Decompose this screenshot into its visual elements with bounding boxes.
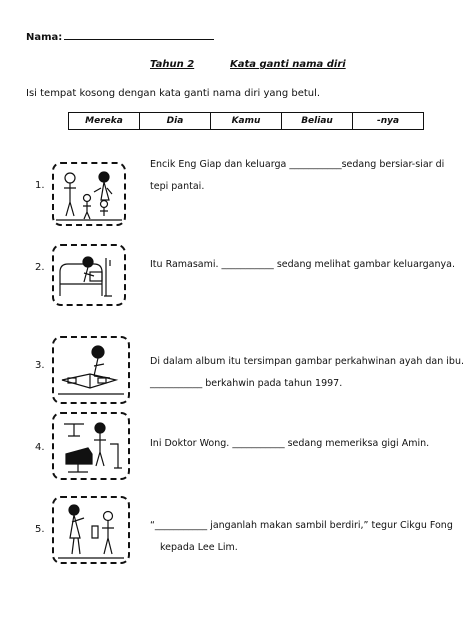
boy-looking-at-photos-illustration [52,244,126,306]
question-2-line-1: Itu Ramasami. ___________ sedang melihat gambar keluarganya. [150,259,455,270]
question-3-line-1: Di dalam album itu tersimpan gambar perkahwinan ayah dan ibu. [150,356,465,367]
word-bank-cell: -nya [353,113,424,130]
question-number: 5. [35,524,45,535]
question-number: 3. [35,360,45,371]
question-number: 2. [35,262,45,273]
question-5-line-1: “___________ janganlah makan sambil berdiri,” tegur Cikgu Fong [150,520,453,531]
question-number: 1. [35,180,45,191]
question-1-line-1: Encik Eng Giap dan keluarga ___________sedang bersiar-siar di [150,159,445,170]
question-1-line-2: tepi pantai. [150,181,205,192]
question-number: 4. [35,442,45,453]
question-3-line-2: ___________ berkahwin pada tahun 1997. [150,378,343,389]
boy-reading-album-illustration [52,336,130,404]
word-bank-cell: Kamu [211,113,282,130]
year-heading: Tahun 2 [150,59,195,70]
name-blank-line[interactable] [64,30,214,40]
dentist-illustration [52,412,130,480]
teacher-and-student-illustration [52,496,130,564]
word-bank-table [68,112,424,130]
question-5-line-2: kepada Lee Lim. [160,542,238,553]
name-field[interactable] [26,30,214,43]
name-label: Nama: [26,32,63,43]
instruction-text: Isi tempat kosong dengan kata ganti nama diri yang betul. [26,88,321,99]
question-4-line-1: Ini Doktor Wong. ___________ sedang memeriksa gigi Amin. [150,438,430,449]
topic-heading: Kata ganti nama diri [230,59,346,70]
family-at-beach-illustration [52,162,126,226]
word-bank-cell: Beliau [282,113,353,130]
word-bank-cell: Mereka [69,113,140,130]
word-bank-cell: Dia [140,113,211,130]
